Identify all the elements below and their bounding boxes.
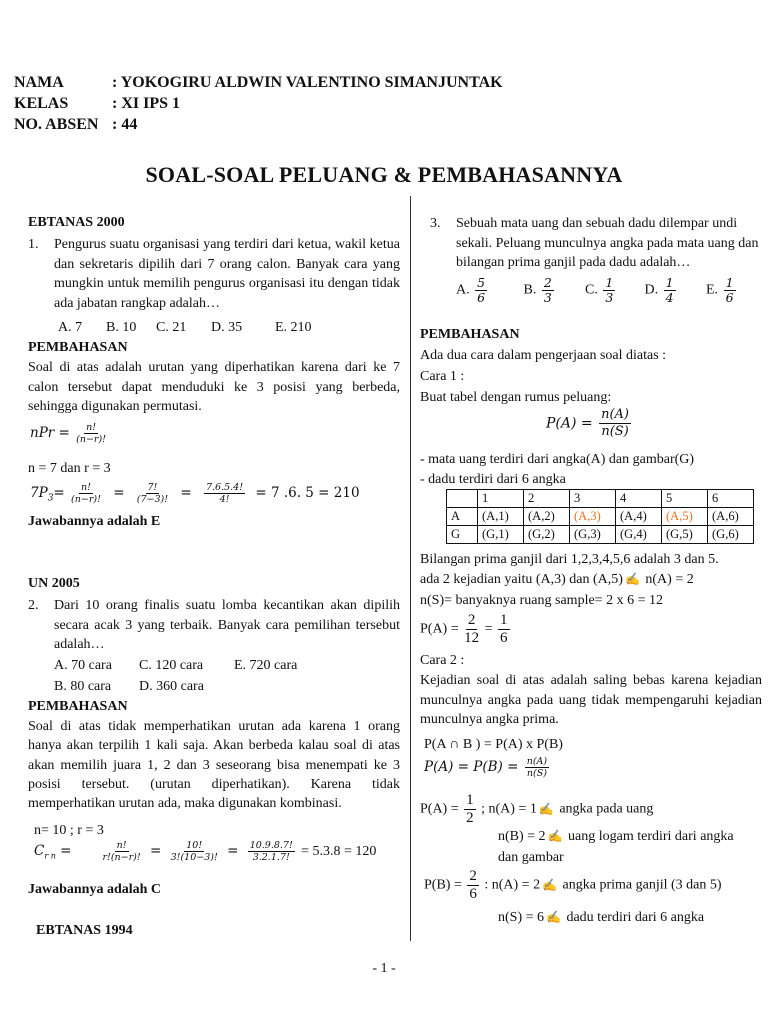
pab-formula [424, 756, 551, 779]
sample-space-table [446, 489, 754, 544]
numerator: 5 [477, 275, 486, 290]
numerator: 10! [186, 840, 203, 851]
q1-option-b: B. 10 [106, 320, 137, 335]
fraction [71, 482, 101, 505]
denominator: 4 [665, 290, 674, 305]
table-cell-highlight: (A,3) [570, 508, 616, 526]
kelas-value: : XI IPS 1 [112, 95, 181, 112]
pembahasan-1-text: Soal di atas adalah urutan yang diperhatikan karena dari ke 7 calon tersebut dapat menduduki ke 3 posisi yang berbeda, sehingga digunakan permutasi. [28, 360, 400, 414]
question-1-text: Pengurus suatu organisasi yang terdiri dari ketua, wakil ketua dan sekretaris dipilih dari 7 orang calon. Banyak cara yang mungkin untuk memilih pengurus organisasi itu dengan tidak ada jabatan rangkap adalah… [54, 237, 400, 311]
option-label: C. [585, 282, 598, 298]
table-cell: 4 [616, 490, 662, 508]
fraction [599, 407, 631, 440]
numerator: 2 [467, 612, 476, 628]
numerator: n(A) [601, 407, 629, 422]
numerator: 1 [605, 275, 614, 290]
nama-label: NAMA [14, 74, 64, 91]
denominator: r!(n−r)! [102, 852, 141, 863]
note: uang logam terdiri dari angka [564, 829, 734, 844]
result: = 5.3.8 = 120 [301, 844, 377, 859]
table-cell: G [447, 526, 478, 544]
pen-icon: ✍ [546, 910, 561, 924]
numerator: n! [80, 482, 91, 493]
option-label: A. [456, 282, 470, 298]
table-row [447, 508, 754, 526]
note: angka prima ganjil (3 dan 5) [559, 877, 722, 893]
q1-option-c: C. 21 [156, 320, 187, 335]
table-cell: 5 [662, 490, 708, 508]
question-3-text: Sebuah mata uang dan sebuah dadu dilempar undi sekali. Peluang munculnya angka pada mata uang dan bilangan prima ganjil pada dadu adalah… [456, 216, 759, 270]
permutation-formula [30, 422, 108, 445]
formula-lhs: nPr = [30, 425, 70, 441]
numerator: 2 [469, 868, 477, 884]
numerator: 10.9.8.7! [249, 840, 293, 851]
table-cell: (G,3) [570, 526, 616, 544]
pa-half-formula [420, 792, 653, 827]
pen-icon: ✍ [538, 801, 554, 816]
ns-line [498, 908, 704, 928]
table-cell: 3 [570, 490, 616, 508]
question-number: 1. [28, 237, 39, 252]
q2-option-d: D. 360 cara [139, 679, 204, 694]
kejadian-prefix: ada 2 kejadian yaitu (A,3) dan (A,5) [420, 572, 623, 587]
subscript: r n [44, 851, 56, 861]
equals: = [113, 485, 125, 501]
n-r-values: n= 10 ; r = 3 [34, 823, 104, 838]
cara-2-label: Cara 2 : [420, 653, 465, 668]
absen-value: : 44 [112, 116, 138, 133]
formula-lhs: 7P [30, 485, 48, 501]
pembahasan-heading: PEMBAHASAN [28, 340, 128, 355]
table-cell: (A,6) [708, 508, 754, 526]
equals: = [180, 485, 192, 501]
formula-lhs: C [34, 843, 45, 859]
fraction [664, 276, 676, 305]
note: dadu terdiri dari 6 angka [562, 910, 705, 925]
equals: = [227, 843, 239, 859]
fraction [467, 868, 479, 903]
formula-lhs: P(A) = [420, 621, 459, 637]
formula-lhs: P(A) = [546, 415, 593, 432]
fraction [464, 612, 479, 647]
q1-option-a: A. 7 [58, 320, 83, 335]
numerator: n(A) [526, 756, 548, 767]
q1-option-e: E. 210 [275, 320, 312, 335]
numerator: n! [116, 840, 127, 851]
numerator: 1 [725, 275, 734, 290]
option-label: D. [644, 282, 659, 298]
absen-label: NO. ABSEN [14, 116, 99, 133]
cara-2-text: Kejadian soal di atas adalah saling bebas karena kejadian munculnya angka pada uang tidak mempengaruhi kejadian munculnya angka prima. [420, 673, 762, 727]
denominator: 3 [605, 290, 614, 305]
probability-formula [546, 407, 633, 440]
pen-icon: ✍ [624, 572, 640, 586]
subscript: 3 [47, 493, 54, 504]
fraction [542, 276, 554, 305]
table-row [447, 526, 754, 544]
numerator: n! [86, 422, 97, 433]
pembahasan-heading: PEMBAHASAN [420, 327, 520, 342]
table-header-row [447, 490, 754, 508]
denominator: n(S) [601, 424, 629, 439]
result: = 7 .6. 5 = 210 [255, 485, 360, 501]
kejadian-text [420, 570, 694, 590]
table-cell: (G,1) [478, 526, 524, 544]
bullet-mata-uang: - mata uang terdiri dari angka(A) dan gambar(G) [420, 452, 695, 467]
option-label: E. [706, 282, 719, 298]
section-heading-ebtanas-2000: EBTANAS 2000 [28, 215, 125, 230]
formula-lhs: P(A) = [420, 801, 459, 817]
denominator: 4! [219, 494, 230, 505]
fraction [724, 276, 736, 305]
ns-value: n(S) = 6 [498, 910, 545, 925]
denominator: 2 [466, 810, 474, 826]
q2-option-b: B. 80 cara [54, 679, 112, 694]
pen-icon: ✍ [542, 877, 558, 892]
q3-option-a [456, 276, 520, 305]
fraction [498, 612, 510, 647]
denominator: 6 [477, 290, 486, 305]
na-value: ; n(A) = 1 [481, 801, 537, 817]
fraction [204, 482, 245, 505]
pen-icon: ✍ [547, 829, 563, 843]
kejadian-suffix: n(A) = 2 [641, 572, 694, 587]
q3-options [456, 276, 738, 305]
question-number: 2. [28, 598, 39, 613]
table-cell: 6 [708, 490, 754, 508]
numerator: 1 [466, 792, 474, 808]
numerator: 1 [665, 275, 674, 290]
table-cell [447, 490, 478, 508]
pb-formula [424, 868, 722, 903]
table-cell: (A,2) [524, 508, 570, 526]
independence-formula: P(A ∩ B ) = P(A) x P(B) [424, 737, 563, 752]
formula-lhs: P(A) = P(B) = [424, 759, 519, 775]
denominator: 3.2.1.7! [252, 852, 290, 863]
permutation-calculation [30, 482, 360, 505]
table-cell-highlight: (A,5) [662, 508, 708, 526]
numerator: 7! [147, 482, 158, 493]
fraction [464, 792, 476, 827]
answer-1: Jawabannya adalah E [28, 514, 161, 529]
numerator: 2 [543, 275, 552, 290]
numerator: 7.6.5.4! [205, 482, 244, 493]
denominator: 6 [500, 630, 508, 646]
table-cell: (G,2) [524, 526, 570, 544]
denominator: 12 [464, 630, 480, 646]
denominator: (7−3)! [136, 494, 169, 505]
prima-ganjil-text: Bilangan prima ganjil dari 1,2,3,4,5,6 adalah 3 dan 5. [420, 552, 719, 567]
denominator: (n−r)! [71, 494, 101, 505]
n-r-values: n = 7 dan r = 3 [28, 461, 111, 476]
denominator: n(S) [526, 768, 547, 779]
numerator: 1 [500, 612, 508, 628]
pa-result-formula [420, 612, 512, 647]
denominator: (n−r)! [76, 434, 106, 445]
page-number: - 1 - [372, 961, 396, 976]
nb-line [498, 827, 734, 847]
equals: = [149, 843, 162, 859]
denominator: 6 [469, 886, 477, 902]
pembahasan-2-text: Soal di atas tidak memperhatikan urutan ada karena 1 orang hanya akan terpilih 1 kali saja. Akan berbeda kalau soal di atas akan memilih juara 1, 2 dan 3 seseorang bisa menempati ke 3 posisi tersebut. (urutan diperhatikan). Karena tidak memperhatikan urutan ada, maka digunakan kombinasi. [28, 719, 400, 812]
fraction [102, 840, 140, 863]
table-cell: (A,1) [478, 508, 524, 526]
q2-option-a: A. 70 cara [54, 658, 112, 673]
denominator: 3 [543, 290, 552, 305]
bullet-dadu: - dadu terdiri dari 6 angka [420, 472, 566, 487]
q2-option-c: C. 120 cara [139, 658, 204, 673]
buat-tabel-text: Buat tabel dengan rumus peluang: [420, 390, 612, 405]
table-cell: A [447, 508, 478, 526]
cara-1-label: Cara 1 : [420, 369, 465, 384]
table-cell: (G,6) [708, 526, 754, 544]
ruang-sample-text: n(S)= banyaknya ruang sample= 2 x 6 = 12 [420, 593, 663, 608]
fraction [603, 276, 615, 305]
combination-calculation [34, 840, 376, 863]
nb-value: n(B) = 2 [498, 829, 546, 844]
table-cell: (G,5) [662, 526, 708, 544]
denominator: 6 [725, 290, 734, 305]
q3-option-b [524, 276, 582, 305]
fraction [137, 482, 168, 505]
kelas-label: KELAS [14, 95, 69, 112]
intro-text: Ada dua cara dalam pengerjaan soal diatas : [420, 348, 667, 363]
fraction [475, 276, 487, 305]
q2-option-e: E. 720 cara [234, 658, 298, 673]
na-value: : n(A) = 2 [484, 877, 541, 893]
option-label: B. [523, 282, 537, 298]
nb-note-continued: dan gambar [498, 850, 564, 865]
table-cell: (G,4) [616, 526, 662, 544]
q3-option-c [585, 276, 641, 305]
q3-option-e [706, 276, 738, 305]
fraction [171, 840, 218, 863]
table-cell: 2 [524, 490, 570, 508]
page-title: SOAL-SOAL PELUANG & PEMBAHASANNYA [145, 162, 623, 187]
denominator: 3!(10−3)! [170, 852, 218, 863]
equals: = [484, 621, 493, 637]
fraction [76, 422, 106, 445]
section-heading-un-2005: UN 2005 [28, 576, 80, 591]
formula-lhs: P(B) = [424, 877, 462, 893]
column-divider [410, 196, 411, 941]
section-heading-ebtanas-1994: EBTANAS 1994 [36, 923, 133, 938]
question-number: 3. [430, 216, 441, 231]
equals: = [53, 485, 65, 501]
pembahasan-heading: PEMBAHASAN [28, 699, 128, 714]
spacer: = [60, 843, 72, 859]
answer-2: Jawabannya adalah C [28, 882, 162, 897]
fraction [248, 840, 295, 863]
q3-option-d [645, 276, 703, 305]
question-2-text: Dari 10 orang finalis suatu lomba kecantikan akan dipilih secara acak 3 yang terbaik. Banyak cara pemilihan tersebut adalah… [54, 598, 400, 652]
fraction [525, 756, 549, 779]
q1-option-d: D. 35 [211, 320, 243, 335]
table-cell: 1 [478, 490, 524, 508]
nama-value: : YOKOGIRU ALDWIN VALENTINO SIMANJUNTAK [112, 74, 503, 91]
table-cell: (A,4) [616, 508, 662, 526]
note: angka pada uang [555, 801, 654, 817]
